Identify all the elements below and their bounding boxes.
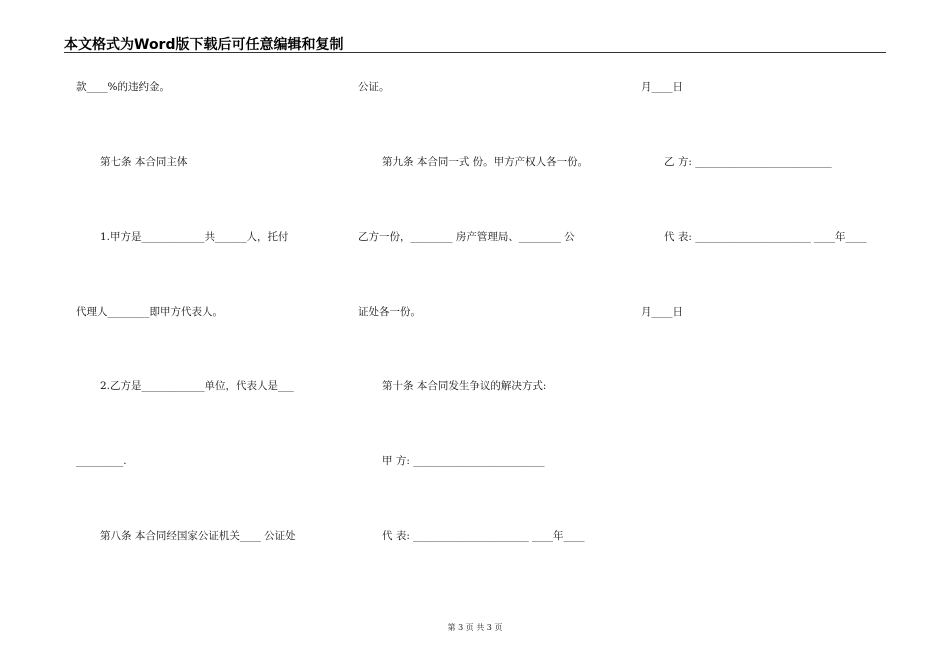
- left-line-1: 款____%的违约金。: [76, 81, 170, 93]
- document-header-title: 本文格式为Word版下载后可任意编辑和复制: [64, 37, 344, 53]
- middle-line-1: 公证。: [358, 81, 390, 93]
- left-line-2: 第七条 本合同主体: [100, 156, 188, 168]
- middle-line-4: 证处各一份。: [358, 306, 421, 318]
- middle-line-5: 第十条 本合同发生争议的解决方式:: [382, 380, 547, 392]
- middle-line-2: 第九条 本合同一式 份。甲方产权人各一份。: [382, 156, 589, 168]
- left-line-6: _________.: [76, 455, 127, 467]
- right-line-2: 乙 方: __________________________: [664, 156, 832, 168]
- left-line-7: 第八条 本合同经国家公证机关____ 公证处: [100, 530, 296, 542]
- middle-line-6: 甲 方: _________________________: [382, 455, 545, 467]
- header-divider: [64, 52, 886, 53]
- left-line-4: 代理人________即甲方代表人。: [76, 306, 223, 318]
- middle-line-7: 代 表: ______________________ ____年____: [382, 530, 585, 542]
- right-line-3: 代 表: ______________________ ____年____: [664, 231, 867, 243]
- left-line-5: 2.乙方是____________单位，代表人是___: [100, 380, 294, 392]
- page-number-footer: 第 3 页 共 3 页: [447, 623, 503, 632]
- middle-line-3: 乙方一份，________ 房产管理局、________ 公: [358, 231, 575, 243]
- left-line-3: 1.甲方是____________共______人，托付: [100, 231, 289, 243]
- right-line-4: 月____日: [641, 306, 683, 318]
- right-line-1: 月____日: [641, 81, 683, 93]
